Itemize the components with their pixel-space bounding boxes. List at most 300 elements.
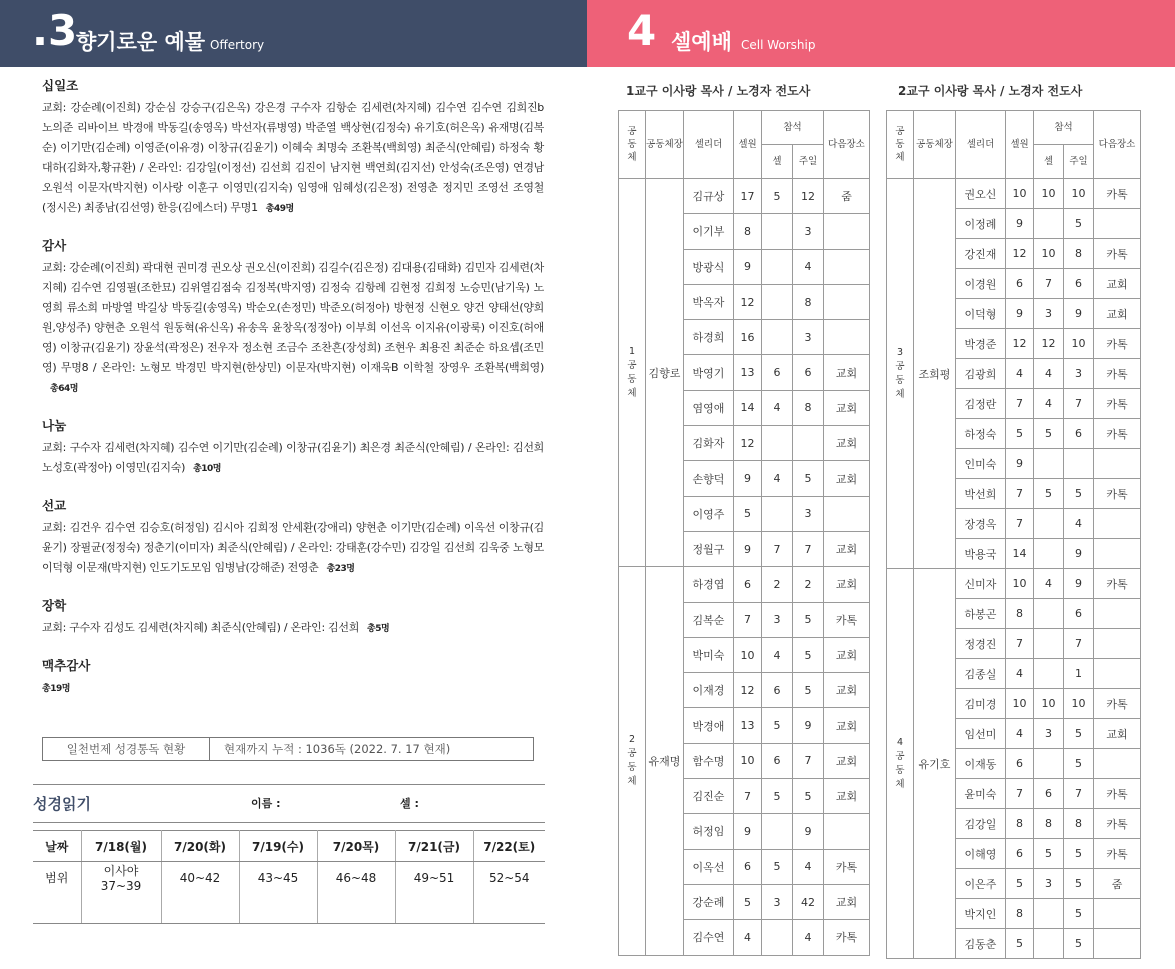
cell-members: 7 xyxy=(1006,509,1034,539)
cell-members: 14 xyxy=(1006,539,1034,569)
district2-title: 2교구 이사랑 목사 / 노경자 전도사 xyxy=(898,84,1083,98)
reading-cell: 7/20목) xyxy=(317,831,395,862)
cell-members: 12 xyxy=(734,284,762,319)
district1-title: 1교구 이사랑 목사 / 노경자 전도사 xyxy=(626,84,811,98)
reading-cell: 날짜 xyxy=(33,831,81,862)
cell-place: 카톡 xyxy=(824,920,870,955)
reading-range-row xyxy=(33,862,545,894)
cell-attendance-header: 셀 xyxy=(1034,145,1064,179)
reading-table xyxy=(33,830,545,924)
community-leader-header: 공동체장 xyxy=(646,111,684,179)
cell-cell xyxy=(762,426,793,461)
cell-leader: 박경준 xyxy=(956,329,1006,359)
cell-sunday: 5 xyxy=(1064,479,1094,509)
cell-sunday: 9 xyxy=(793,708,824,743)
cell-members: 6 xyxy=(1006,749,1034,779)
cell-leader: 김광희 xyxy=(956,359,1006,389)
offering-total: 총5명 xyxy=(367,624,390,634)
cell-leader: 하정숙 xyxy=(956,419,1006,449)
reading-cell xyxy=(239,893,317,924)
cell-place: 교회 xyxy=(1094,299,1141,329)
cell-members: 10 xyxy=(1006,179,1034,209)
cell-members: 8 xyxy=(734,214,762,249)
cell-members: 7 xyxy=(1006,479,1034,509)
cell-place xyxy=(1094,629,1141,659)
reading-cell: 7/22(토) xyxy=(473,831,545,862)
cell-cell: 3 xyxy=(1034,299,1064,329)
cell-sunday: 10 xyxy=(1064,329,1094,359)
cell-sunday: 8 xyxy=(1064,239,1094,269)
section-subtitle: Cell Worship xyxy=(741,38,816,52)
cell-sunday: 5 xyxy=(793,779,824,814)
cell-leader: 박옥자 xyxy=(684,284,734,319)
cell-place xyxy=(824,496,870,531)
cell-leader: 김강일 xyxy=(956,809,1006,839)
cell-members: 6 xyxy=(734,567,762,602)
community-header: 공 동 체 xyxy=(619,111,646,179)
cell-members: 5 xyxy=(1006,869,1034,899)
cell-members: 5 xyxy=(734,496,762,531)
reading-cell: 7/19(수) xyxy=(239,831,317,862)
cell-place: 카톡 xyxy=(1094,689,1141,719)
cell-members: 9 xyxy=(734,814,762,849)
cell-sunday: 7 xyxy=(793,743,824,778)
cell-members: 10 xyxy=(1006,689,1034,719)
cell-cell xyxy=(762,284,793,319)
district2-cell-table xyxy=(886,110,1141,959)
cell-members: 13 xyxy=(734,355,762,390)
offering-names: 교회: 강순례(이진희) 강순심 강승구(김은옥) 강은경 구수자 김항순 김세련(차지혜) 김수연 김수연 김희진b 노의준 리바이브 박경애 박동길(송영옥) 박선자(류병영) 박준열 백상현(김정숙) 유기호(허은옥) 유재명(김복순) 이기만(김순례) 이영준(이유경) 이창규(김윤기) 이혜숙 최명숙 조환복(백희영) 최준식(안혜림) 하정숙 황대하(김화자,황규환) / 온라인: 김강일(이정선) 김선희 김진이 남지현 백연희(김지선) 안성숙(조은영) 연경남 오원석 이문자(박지현) 이사랑 이훈구 이영민(김지숙) 임영애 임혜성(김은정) 전영춘 정지민 조영선 조영철(정시은) 최종남(김선영) 한응(김에스더) 무명1 xyxy=(42,101,544,214)
cell-cell xyxy=(762,249,793,284)
cell-place: 교회 xyxy=(824,779,870,814)
cell-members: 9 xyxy=(1006,449,1034,479)
cell-members: 6 xyxy=(1006,839,1034,869)
cell-place: 교회 xyxy=(824,426,870,461)
header-row xyxy=(887,111,1141,145)
offering-title: 십일조 xyxy=(42,78,79,93)
cell-members: 14 xyxy=(734,390,762,425)
cell-place: 교회 xyxy=(824,390,870,425)
cell-sunday: 12 xyxy=(793,179,824,214)
cell-leader: 박선희 xyxy=(956,479,1006,509)
cell-members: 9 xyxy=(1006,209,1034,239)
cell-members: 5 xyxy=(1006,419,1034,449)
cell-leader: 이경원 xyxy=(956,269,1006,299)
cell-place xyxy=(1094,659,1141,689)
status-label: 일천번제 성경통독 현황 xyxy=(43,738,210,760)
cell-leader: 박지인 xyxy=(956,899,1006,929)
offering-body xyxy=(42,98,544,219)
cell-members: 12 xyxy=(1006,239,1034,269)
cell-place: 교회 xyxy=(824,567,870,602)
cell-leader: 하경희 xyxy=(684,320,734,355)
cell-sunday: 7 xyxy=(1064,779,1094,809)
table-row xyxy=(619,567,870,602)
cell-leader: 정월구 xyxy=(684,531,734,566)
offering-body xyxy=(42,618,544,639)
name-label: 이름 : xyxy=(251,797,281,810)
cell-cell: 8 xyxy=(1034,809,1064,839)
cell-cell: 4 xyxy=(762,390,793,425)
cell-sunday: 5 xyxy=(1064,209,1094,239)
next-place-header: 다음장소 xyxy=(824,111,870,179)
cell-members: 4 xyxy=(1006,659,1034,689)
cell-members: 10 xyxy=(734,743,762,778)
cell-cell: 6 xyxy=(762,355,793,390)
community-leader-header: 공동체장 xyxy=(914,111,956,179)
cell-members: 9 xyxy=(1006,299,1034,329)
cell-leader: 김정란 xyxy=(956,389,1006,419)
cell-leader: 이영주 xyxy=(684,496,734,531)
members-header: 셀원 xyxy=(734,111,762,179)
cell-leader: 이옥선 xyxy=(684,849,734,884)
reading-cell: 7/20(화) xyxy=(161,831,239,862)
cell-leader: 김종실 xyxy=(956,659,1006,689)
cell-cell: 2 xyxy=(762,567,793,602)
cell-cell: 10 xyxy=(1034,179,1064,209)
cell-cell xyxy=(762,496,793,531)
cell-leader: 김화자 xyxy=(684,426,734,461)
cell-leader: 박영기 xyxy=(684,355,734,390)
cell-sunday: 7 xyxy=(793,531,824,566)
leader-header: 셀리더 xyxy=(684,111,734,179)
status-value: 현재까지 누적 : 1036독 (2022. 7. 17 현재) xyxy=(224,742,451,756)
cell-leader: 이덕형 xyxy=(956,299,1006,329)
cell-cell: 4 xyxy=(1034,359,1064,389)
cell-sunday: 4 xyxy=(793,249,824,284)
offering-title: 감사 xyxy=(42,238,67,253)
cell-place: 카톡 xyxy=(824,602,870,637)
cell-cell: 3 xyxy=(762,884,793,919)
cell-leader: 이정례 xyxy=(956,209,1006,239)
cell-sunday: 5 xyxy=(1064,869,1094,899)
cell-sunday: 8 xyxy=(1064,809,1094,839)
cell-leader: 하경엽 xyxy=(684,567,734,602)
cell-cell: 3 xyxy=(1034,719,1064,749)
cell-sunday: 4 xyxy=(1064,509,1094,539)
reading-cell: 범위 xyxy=(33,862,81,894)
section-number: .3 xyxy=(32,6,78,55)
cell-place: 카톡 xyxy=(1094,239,1141,269)
cell-sunday: 6 xyxy=(1064,599,1094,629)
cell-cell xyxy=(1034,659,1064,689)
reading-date-row xyxy=(33,831,545,862)
cell-place: 교회 xyxy=(824,884,870,919)
reading-blank-row xyxy=(33,893,545,924)
cell-place xyxy=(824,814,870,849)
cell-members: 9 xyxy=(734,461,762,496)
community-name: 4 공 동 체 xyxy=(887,569,914,959)
cell-place: 카톡 xyxy=(1094,389,1141,419)
cell-sunday: 5 xyxy=(1064,899,1094,929)
cell-leader: 김수연 xyxy=(684,920,734,955)
table-row xyxy=(619,179,870,214)
cell-cell xyxy=(762,214,793,249)
cell-cell xyxy=(762,320,793,355)
offering-body xyxy=(42,438,544,479)
cell-members: 6 xyxy=(1006,269,1034,299)
cell-members: 7 xyxy=(1006,779,1034,809)
cell-place: 카톡 xyxy=(824,849,870,884)
cell-place xyxy=(1094,539,1141,569)
bible-reading-status xyxy=(42,737,534,761)
cell-place xyxy=(824,320,870,355)
cell-leader: 박경애 xyxy=(684,708,734,743)
cell-leader: 장경옥 xyxy=(956,509,1006,539)
cell-leader: 정경진 xyxy=(956,629,1006,659)
cell-leader: 방광식 xyxy=(684,249,734,284)
cell-place: 카톡 xyxy=(1094,809,1141,839)
offering-names: 교회: 김건우 김수연 김승호(허정임) 김시아 김희정 안세환(강애리) 양현춘 이기만(김순례) 이옥선 이창규(김윤기) 장필균(정정숙) 정춘기(이미자) 최준식(안혜림) / 온라인: 강태훈(강수민) 김강일 김선희 김욱중 노형모 이덕형 이문재(박지현) 인도기도모임 임병남(강해준) 전영춘 xyxy=(42,521,544,574)
cell-sunday: 3 xyxy=(793,214,824,249)
section-number: 4 xyxy=(627,6,657,55)
cell-attendance-header: 셀 xyxy=(762,145,793,179)
cell-members: 8 xyxy=(1006,599,1034,629)
cell-sunday: 10 xyxy=(1064,689,1094,719)
cell-sunday: 10 xyxy=(1064,179,1094,209)
offering-total: 총49명 xyxy=(265,204,294,214)
cell-members: 7 xyxy=(1006,629,1034,659)
table-row xyxy=(887,569,1141,599)
cell-leader: 김미경 xyxy=(956,689,1006,719)
cell-members: 9 xyxy=(734,249,762,284)
cell-members: 4 xyxy=(734,920,762,955)
cell-place xyxy=(824,249,870,284)
cell-sunday: 5 xyxy=(793,602,824,637)
cell-cell xyxy=(1034,749,1064,779)
community-name: 2 공 동 체 xyxy=(619,567,646,955)
cell-sunday: 7 xyxy=(1064,629,1094,659)
cell-leader: 김규상 xyxy=(684,179,734,214)
cell-leader: 함수명 xyxy=(684,743,734,778)
reading-cell: 46~48 xyxy=(317,862,395,894)
sunday-attendance-header: 주일 xyxy=(1064,145,1094,179)
cell-leader: 이은주 xyxy=(956,869,1006,899)
offering-section xyxy=(42,656,544,699)
reading-header xyxy=(33,784,545,823)
cell-cell: 5 xyxy=(762,708,793,743)
cell-sunday: 5 xyxy=(793,637,824,672)
cell-members: 5 xyxy=(1006,929,1034,959)
community-name: 3 공 동 체 xyxy=(887,179,914,569)
bible-reading-section xyxy=(33,784,545,893)
cell-leader: 인미숙 xyxy=(956,449,1006,479)
cell-sunday: 5 xyxy=(793,673,824,708)
cell-place: 교회 xyxy=(1094,719,1141,749)
cell-place: 카톡 xyxy=(1094,359,1141,389)
offering-names: 교회: 구수자 김성도 김세련(차지혜) 최준식(안혜림) / 온라인: 김선희 xyxy=(42,621,360,634)
cell-place: 카톡 xyxy=(1094,179,1141,209)
offering-section xyxy=(42,416,544,479)
offering-body xyxy=(42,518,544,579)
offering-section xyxy=(42,236,544,399)
cell-place xyxy=(1094,209,1141,239)
cell-cell xyxy=(1034,449,1064,479)
cell-label: 셀 : xyxy=(400,797,419,810)
cell-place: 카톡 xyxy=(1094,479,1141,509)
cell-sunday: 42 xyxy=(793,884,824,919)
sunday-attendance-header: 주일 xyxy=(793,145,824,179)
offering-title: 선교 xyxy=(42,498,67,513)
cell-place: 교회 xyxy=(824,673,870,708)
cell-cell: 3 xyxy=(762,602,793,637)
cell-sunday: 4 xyxy=(793,849,824,884)
attendance-header: 참석 xyxy=(1034,111,1094,145)
cell-cell xyxy=(1034,629,1064,659)
cell-sunday: 3 xyxy=(793,496,824,531)
cell-sunday: 9 xyxy=(1064,539,1094,569)
cell-cell: 5 xyxy=(762,179,793,214)
section-title: 셀예배 xyxy=(671,30,732,54)
cell-place xyxy=(824,284,870,319)
cell-members: 8 xyxy=(1006,809,1034,839)
cell-place: 카톡 xyxy=(1094,839,1141,869)
reading-cell xyxy=(317,893,395,924)
cell-members: 12 xyxy=(734,426,762,461)
reading-cell: 이사야 37~39 xyxy=(81,862,161,894)
cell-members: 16 xyxy=(734,320,762,355)
offering-total: 총64명 xyxy=(50,384,78,394)
cell-sunday: 4 xyxy=(793,920,824,955)
offering-title: 맥추감사 xyxy=(42,658,91,673)
cell-members: 7 xyxy=(734,779,762,814)
cell-leader: 염영애 xyxy=(684,390,734,425)
cell-leader: 김동춘 xyxy=(956,929,1006,959)
offertory-header xyxy=(0,0,587,67)
cell-cell: 6 xyxy=(1034,779,1064,809)
cell-cell: 4 xyxy=(1034,389,1064,419)
cell-sunday: 3 xyxy=(1064,359,1094,389)
cell-place: 교회 xyxy=(824,708,870,743)
cell-place xyxy=(1094,509,1141,539)
cell-sunday: 9 xyxy=(1064,569,1094,599)
cell-place: 카톡 xyxy=(1094,779,1141,809)
cell-place: 교회 xyxy=(824,461,870,496)
reading-cell: 43~45 xyxy=(239,862,317,894)
cell-cell: 6 xyxy=(762,743,793,778)
cell-members: 13 xyxy=(734,708,762,743)
cell-cell: 7 xyxy=(762,531,793,566)
cell-place: 줌 xyxy=(824,179,870,214)
community-leader-name: 김향로 xyxy=(646,179,684,567)
cell-cell: 5 xyxy=(1034,479,1064,509)
cell-place: 교회 xyxy=(824,743,870,778)
cell-sunday: 9 xyxy=(793,814,824,849)
leader-header: 셀리더 xyxy=(956,111,1006,179)
cell-place xyxy=(1094,929,1141,959)
reading-cell: 40~42 xyxy=(161,862,239,894)
cell-leader: 신미자 xyxy=(956,569,1006,599)
offering-body xyxy=(42,678,544,699)
cell-cell xyxy=(1034,899,1064,929)
cell-place: 교회 xyxy=(824,355,870,390)
cell-sunday xyxy=(1064,449,1094,479)
cell-cell: 10 xyxy=(1034,239,1064,269)
community-leader-name: 유기호 xyxy=(914,569,956,959)
cell-leader: 강순례 xyxy=(684,884,734,919)
cell-leader: 이재동 xyxy=(956,749,1006,779)
cell-cell xyxy=(1034,209,1064,239)
reading-cell xyxy=(161,893,239,924)
cell-members: 12 xyxy=(734,673,762,708)
cell-members: 7 xyxy=(734,602,762,637)
cell-place xyxy=(824,214,870,249)
cell-cell: 4 xyxy=(762,461,793,496)
cell-leader: 이기부 xyxy=(684,214,734,249)
cell-place xyxy=(1094,899,1141,929)
cell-leader: 박미숙 xyxy=(684,637,734,672)
cell-cell xyxy=(762,920,793,955)
offering-section xyxy=(42,596,544,639)
cell-members: 8 xyxy=(1006,899,1034,929)
cell-cell: 12 xyxy=(1034,329,1064,359)
cell-place xyxy=(1094,749,1141,779)
cell-leader: 권오신 xyxy=(956,179,1006,209)
district1-cell-table xyxy=(618,110,870,956)
reading-title: 성경읽기 xyxy=(33,795,91,813)
community-header: 공 동 체 xyxy=(887,111,914,179)
cell-sunday: 5 xyxy=(1064,749,1094,779)
offering-total: 총23명 xyxy=(326,564,355,574)
reading-cell: 52~54 xyxy=(488,870,530,885)
cell-leader: 박용국 xyxy=(956,539,1006,569)
cell-members: 7 xyxy=(1006,389,1034,419)
cell-cell xyxy=(1034,539,1064,569)
community-leader-name: 조희평 xyxy=(914,179,956,569)
cell-sunday xyxy=(793,426,824,461)
reading-cell xyxy=(81,893,161,924)
cell-sunday: 5 xyxy=(1064,839,1094,869)
cell-cell: 5 xyxy=(1034,419,1064,449)
cell-cell: 7 xyxy=(1034,269,1064,299)
reading-cell: 7/18(월) xyxy=(81,831,161,862)
offering-list xyxy=(42,76,544,716)
cell-cell: 4 xyxy=(762,637,793,672)
cell-cell: 6 xyxy=(762,673,793,708)
offering-section xyxy=(42,76,544,219)
cell-members: 12 xyxy=(1006,329,1034,359)
cell-place: 카톡 xyxy=(1094,419,1141,449)
offering-total: 총10명 xyxy=(193,464,221,474)
cell-cell: 5 xyxy=(762,849,793,884)
table-row xyxy=(887,179,1141,209)
cell-leader: 김진순 xyxy=(684,779,734,814)
cell-leader: 이해영 xyxy=(956,839,1006,869)
offering-title: 나눔 xyxy=(42,418,67,433)
cell-sunday: 8 xyxy=(793,284,824,319)
cell-leader: 강진재 xyxy=(956,239,1006,269)
cell-sunday: 6 xyxy=(793,355,824,390)
reading-cell xyxy=(473,893,545,924)
cell-cell: 3 xyxy=(1034,869,1064,899)
cell-members: 17 xyxy=(734,179,762,214)
cell-cell xyxy=(1034,509,1064,539)
section-subtitle: Offertory xyxy=(210,38,265,52)
section-title: 향기로운 예물 xyxy=(76,30,206,54)
cell-sunday: 6 xyxy=(1064,419,1094,449)
cell-cell xyxy=(762,814,793,849)
cell-sunday: 5 xyxy=(1064,719,1094,749)
cell-sunday: 7 xyxy=(1064,389,1094,419)
cell-members: 10 xyxy=(1006,569,1034,599)
cell-place xyxy=(1094,599,1141,629)
cell-place xyxy=(1094,449,1141,479)
cell-place: 카톡 xyxy=(1094,329,1141,359)
cell-members: 4 xyxy=(1006,359,1034,389)
reading-cell: 7/21(금) xyxy=(395,831,473,862)
reading-cell xyxy=(395,893,473,924)
cell-leader: 윤미숙 xyxy=(956,779,1006,809)
